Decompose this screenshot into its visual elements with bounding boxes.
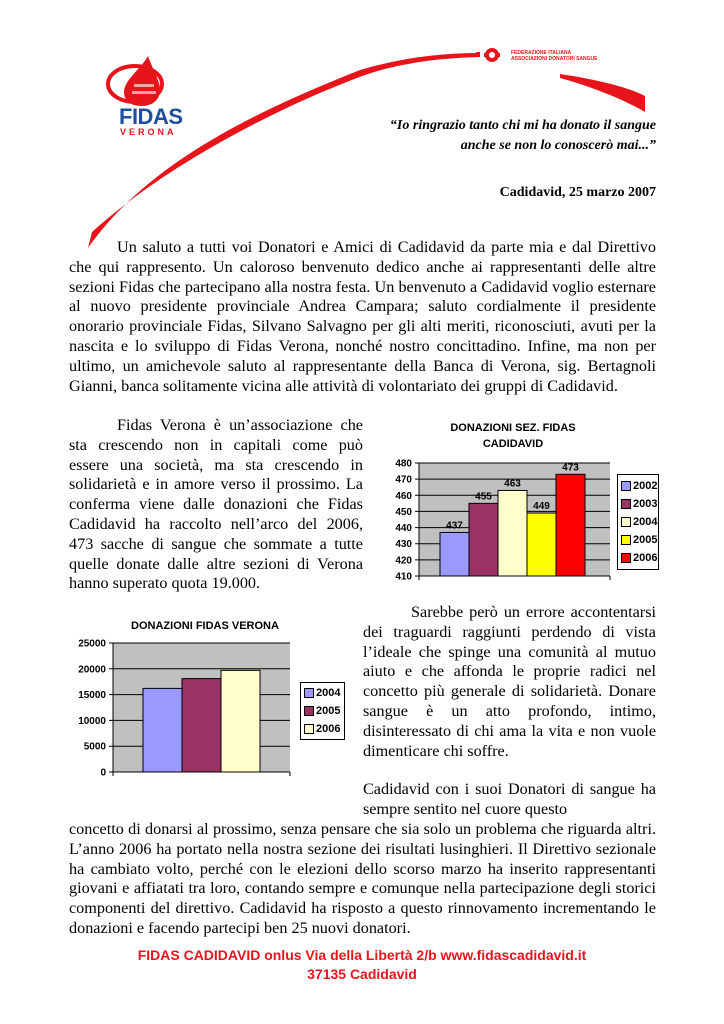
federation-line2: ASSOCIAZIONI DONATORI SANGUE — [511, 56, 598, 62]
y-tick-label: 480 — [395, 458, 412, 470]
federation-logo-icon — [476, 48, 500, 62]
chart-cadidavid-title-line1: DONAZIONI SEZ. FIDAS — [450, 422, 576, 434]
footer-line2: 37135 Cadidavid — [307, 966, 417, 982]
chart-cadidavid-title-line2: CADIDAVID — [482, 438, 544, 450]
quote-line2: anche se non lo conoscerò mai...” — [460, 138, 656, 153]
legend-label: 2004 — [633, 516, 658, 528]
y-tick-label: 25000 — [78, 638, 106, 650]
chart-verona-legend — [300, 682, 345, 740]
epigraph-quote — [390, 116, 656, 156]
bar-2005 — [527, 513, 556, 576]
data-label-2006: 473 — [562, 462, 579, 474]
bar-2004 — [143, 688, 182, 772]
y-tick-label: 10000 — [78, 715, 106, 727]
federation-name — [511, 50, 598, 62]
y-tick-label: 0 — [100, 767, 106, 779]
data-label-2005: 449 — [533, 501, 550, 513]
y-tick-label: 450 — [395, 506, 412, 518]
legend-item-2006 — [301, 720, 344, 738]
bar-2004 — [498, 490, 527, 576]
federation-line1: FEDERAZIONE ITALIANA — [511, 50, 572, 56]
legend-swatch — [621, 535, 631, 545]
legend-label: 2003 — [633, 498, 658, 510]
logo-fidas-text: FIDAS — [119, 104, 183, 129]
logo-verona-text: VERONA — [120, 127, 177, 137]
legend-item-2004 — [618, 513, 658, 531]
bar-2003 — [469, 503, 498, 576]
paragraph-solidarity-text: Sarebbe però un errore accontentarsi dei traguardi raggiunti perdendo di vista l’ideale che spinge una comunità al mutuo aiuto e che affonda le proprie radici nel concetto più generale di solidarietà. Donare sangue è un atto profondo, intimo, disinteressato di chi ama la vita e non vuole dimenticare chi soffre. — [363, 603, 656, 760]
legend-item-2006 — [618, 549, 658, 567]
legend-swatch — [621, 481, 631, 491]
legend-swatch — [621, 553, 631, 563]
paragraph-donors-start: Cadidavid con i suoi Donatori di sangue ha sempre sentito nel cuore questo — [363, 780, 656, 818]
legend-item-2004 — [301, 684, 344, 702]
legend-swatch — [304, 706, 314, 716]
bar-2006 — [556, 474, 585, 576]
quote-line1: “Io ringrazio tanto chi mi ha donato il sangue — [389, 118, 656, 133]
red-swoosh-tail — [560, 74, 645, 112]
legend-swatch — [621, 499, 631, 509]
legend-label: 2005 — [316, 705, 341, 717]
footer-line1: FIDAS CADIDAVID onlus Via della Libertà 2/b www.fidascadidavid.it — [137, 947, 587, 963]
y-tick-label: 460 — [395, 490, 412, 502]
y-tick-label: 410 — [395, 571, 412, 583]
legend-swatch — [304, 724, 314, 734]
legend-label: 2006 — [633, 552, 658, 564]
chart-cadidavid-title — [418, 420, 608, 452]
bar-2006 — [221, 670, 260, 772]
legend-item-2005 — [301, 702, 344, 720]
fidas-drop-icon — [108, 56, 162, 106]
paragraph-solidarity — [363, 603, 656, 761]
chart-cadidavid-legend — [617, 474, 659, 570]
chart-verona-title: DONAZIONI FIDAS VERONA — [131, 620, 279, 632]
data-label-2002: 437 — [446, 520, 463, 532]
legend-swatch — [304, 688, 314, 698]
bar-2002 — [440, 532, 469, 576]
y-tick-label: 20000 — [78, 664, 106, 676]
legend-label: 2005 — [633, 534, 658, 546]
data-label-2003: 455 — [475, 491, 492, 503]
legend-label: 2004 — [316, 687, 341, 699]
y-tick-label: 5000 — [83, 741, 106, 753]
legend-item-2005 — [618, 531, 658, 549]
footer-address — [0, 946, 724, 984]
y-tick-label: 430 — [395, 539, 412, 551]
paragraph-donors-rest: concetto di donarsi al prossimo, senza pensare che sia solo un problema che riguarda altri. L’anno 2006 ha portato nella nostra sezione dei risultati lusinghieri. Il Direttivo sezionale ha cambiato volto, perché con le elezioni dello scorso marzo ha inserito rappresentanti giovani e affiatati tra loro, contando sempre e comunque nella partecipazione degli storici componenti del direttivo. Cadidavid ha risposto a questo rinnovamento incrementando le donazioni e facendo partecipi ben 25 nuovi donatori. — [69, 820, 656, 937]
legend-label: 2006 — [316, 723, 341, 735]
paragraph-fidas-verona: Fidas Verona è un’associazione che sta crescendo non in capitali come può essere una società, ma sta crescendo in solidarietà e in amore verso il prossimo. La conferma viene dalle donazioni che Fidas Cadidavid ha raccolto nell’arco del 2006, 473 sacche di sangue che sommate a tutte quelle donate dalle altre sezioni di Verona hanno superato quota 19.000. — [69, 416, 363, 593]
bar-2005 — [182, 679, 221, 772]
legend-label: 2002 — [633, 480, 658, 492]
y-tick-label: 420 — [395, 555, 412, 567]
legend-item-2003 — [618, 495, 658, 513]
y-tick-label: 440 — [395, 523, 412, 535]
legend-item-2002 — [618, 477, 658, 495]
y-tick-label: 470 — [395, 474, 412, 486]
legend-swatch — [621, 517, 631, 527]
paragraph-greeting: Un saluto a tutti voi Donatori e Amici di Cadidavid da parte mia e dal Direttivo che qui rappresento. Un caloroso benvenuto dedico anche ai rappresentanti delle altre sezioni Fidas che partecipano alla nostra festa. Un benvenuto a Cadidavid voglio esternare al nuovo presidente provinciale Andrea Campara; saluto cordialmente il presidente onorario provinciale Fidas, Silvano Salvagno per gli alti meriti, riconosciuti, avuti per la nascita e lo sviluppo di Fidas Verona, nonché nostro concittadino. Infine, ma non per ultimo, un amichevole saluto al rappresentante della Banca di Verona, sig. Bertagnoli Gianni, banca solitamente vicina alle attività di volontariato dei gruppi di Cadidavid. — [69, 238, 656, 395]
data-label-2004: 463 — [504, 478, 521, 490]
dateline: Cadidavid, 25 marzo 2007 — [499, 185, 656, 200]
chart-verona — [60, 630, 310, 790]
y-tick-label: 15000 — [78, 690, 106, 702]
